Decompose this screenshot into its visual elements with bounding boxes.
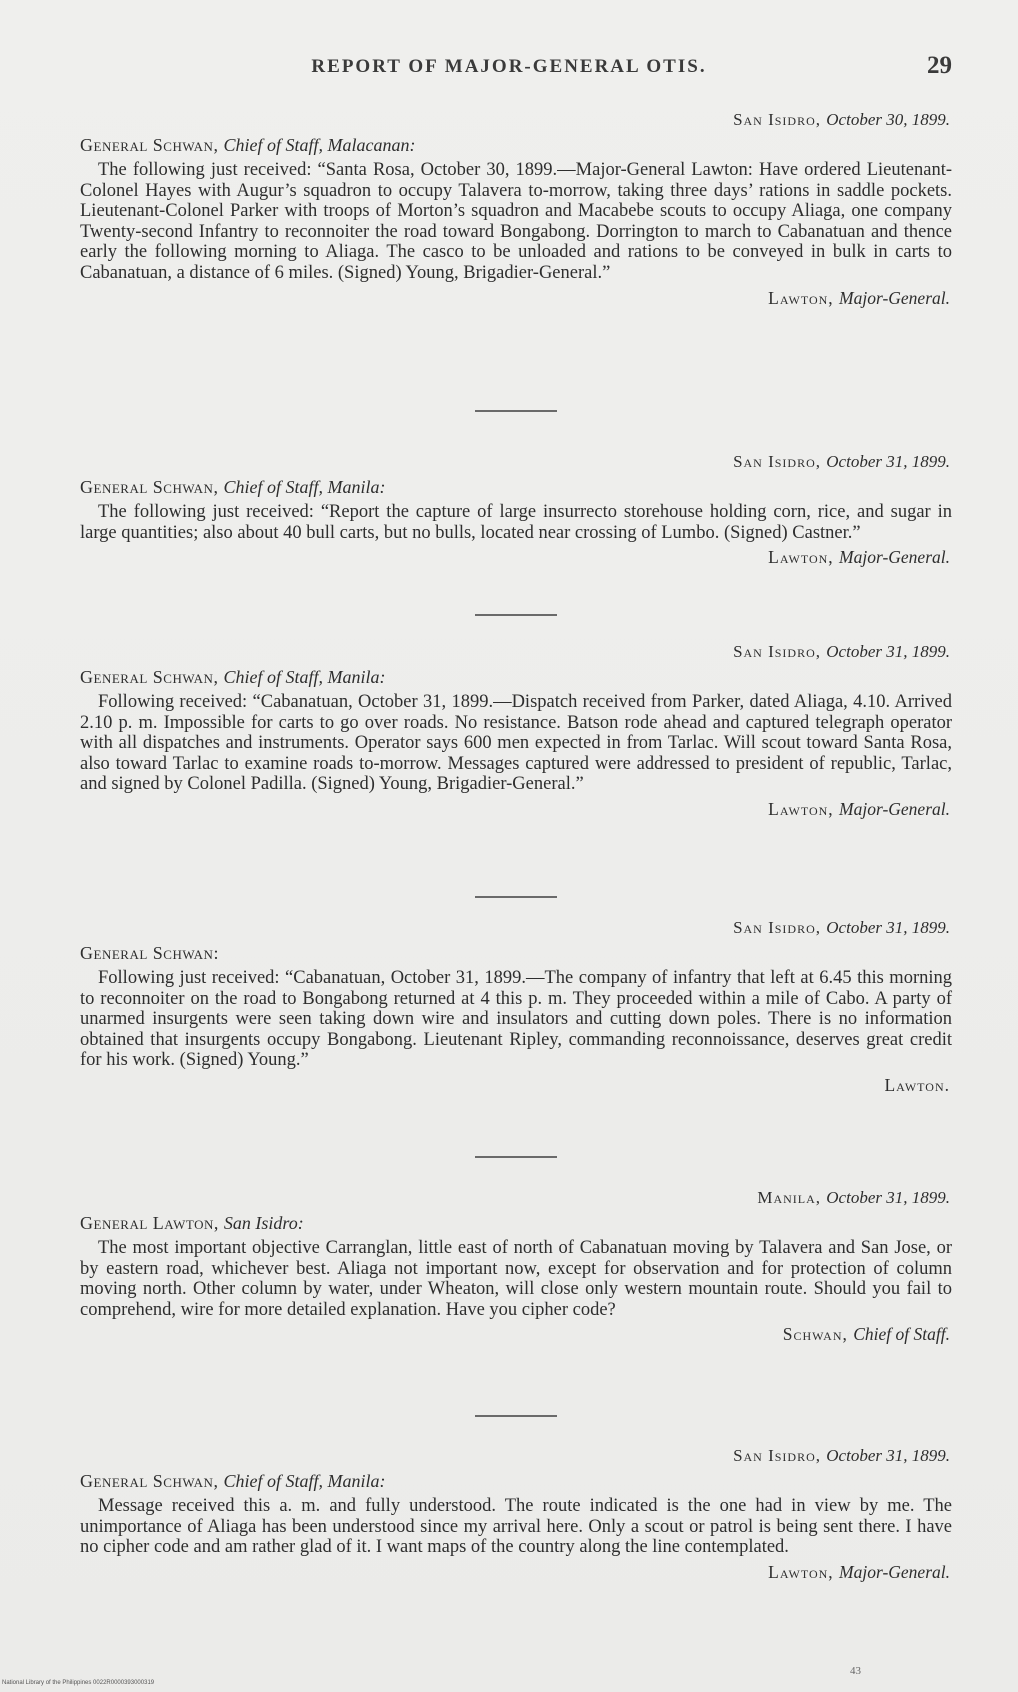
message-body: The following just received: “Santa Rosa, October 30, 1899.—Major-General Lawton: Have ordered Lieutenant-Colonel Hayes with Augur’s squadron to occupy Talavera to-morrow, taking three days’ rations in saddle pockets. Lieutenant-Colonel Parker with troops of Morton’s squadron and Macabebe scouts to occupy Aliaga, one company Twenty-second Infantry to reconnoiter the road toward Bongabong. Dorrington to march to Cabanatuan and thence early the following morning to Aliaga. The casco to be unloaded and rations to be conveyed in bulk in carts to Cabanatuan, a distance of 6 miles. (Signed) Young, Brigadier-General.”: [80, 160, 952, 283]
section-divider: [475, 1415, 557, 1417]
message-body: Message received this a. m. and fully understood. The route indicated is the one had in view by me. The unimportance of Aliaga has been understood since my arrival here. Only a scout or patrol is being sent there. I have no cipher code and am rather glad of it. I want maps of the country along the line contemplated.: [80, 1496, 952, 1558]
telegram-5: [80, 1186, 952, 1345]
dateline-place: San Isidro,: [733, 110, 822, 129]
addressee-name: General Lawton,: [80, 1213, 219, 1233]
signature: [80, 799, 952, 820]
footer-mark: 43: [850, 1665, 861, 1677]
signer-title: Major-General.: [839, 1561, 950, 1582]
addressee: [80, 474, 952, 500]
dateline: [80, 450, 952, 474]
addressee: [80, 940, 952, 966]
signature: [80, 1324, 952, 1345]
running-head: REPORT OF MAJOR-GENERAL OTIS.: [311, 56, 707, 77]
dateline: [80, 108, 952, 132]
signature: [80, 1075, 952, 1096]
addressee-name: General Schwan,: [80, 477, 219, 497]
dateline: [80, 1444, 952, 1468]
addressee-title: Chief of Staff, Manila:: [223, 667, 386, 687]
dateline-date: October 31, 1899.: [826, 1446, 950, 1465]
message-body: Following received: “Cabanatuan, October 31, 1899.—Dispatch received from Parker, dated Aliaga, 4.10. Arrived 2.10 p. m. Impossible for carts to go over roads. No resistance. Batson rode ahead and captured telegraph operator with all dispatches and instruments. Operator says 600 men expected in from Tarlac. Will scout toward Santa Rosa, also toward Tarlac to examine roads to-morrow. Messages captured were addressed to president of republic, Tarlac, and signed by Colonel Padilla. (Signed) Young, Brigadier-General.”: [80, 692, 952, 795]
message-body: The most important objective Carranglan, little east of north of Cabanatuan moving by Talavera and San Jose, or by eastern road, whichever best. Aliaga not important now, except for observation and for protection of column moving north. Other column by water, under Wheaton, will close only western mountain route. Should you fail to comprehend, wire for more detailed explanation. Have you cipher code?: [80, 1238, 952, 1320]
section-divider: [475, 896, 557, 898]
telegram-6: [80, 1444, 952, 1583]
dateline-date: October 31, 1899.: [826, 452, 950, 471]
addressee-name: General Schwan:: [80, 943, 219, 963]
signer-title: Chief of Staff.: [853, 1324, 950, 1345]
signature: [80, 1562, 952, 1583]
dateline-date: October 31, 1899.: [826, 918, 950, 937]
signature: [80, 288, 952, 309]
signer-name: Lawton.: [884, 1074, 950, 1095]
dateline-place: San Isidro,: [733, 642, 822, 661]
dateline-date: October 31, 1899.: [826, 1188, 950, 1207]
addressee-title: Chief of Staff, Malacanan:: [223, 135, 416, 155]
signer-title: Major-General.: [839, 287, 950, 308]
signer-name: Lawton,: [768, 547, 834, 568]
addressee-name: General Schwan,: [80, 667, 219, 687]
addressee: [80, 1468, 952, 1494]
telegram-2: [80, 450, 952, 568]
addressee-title: Chief of Staff, Manila:: [223, 477, 386, 497]
addressee: [80, 1210, 952, 1236]
signer-name: Lawton,: [768, 1561, 834, 1582]
page-number: 29: [927, 52, 952, 79]
signer-name: Schwan,: [782, 1324, 848, 1345]
dateline-date: October 31, 1899.: [826, 642, 950, 661]
message-body: Following just received: “Cabanatuan, October 31, 1899.—The company of infantry that left at 6.45 this morning to reconnoiter on the road to Bongabong returned at 4 this p. m. They proceeded within a mile of Cabo. A party of unarmed insurgents were seen taking down wire and insulators and cutting down poles. There is no information obtained that insurgents occupy Bongabong. Lieutenant Ripley, commanding reconnoissance, deserves great credit for his work. (Signed) Young.”: [80, 968, 952, 1071]
signer-name: Lawton,: [768, 798, 834, 819]
section-divider: [475, 1156, 557, 1158]
section-divider: [475, 614, 557, 616]
message-body: The following just received: “Report the capture of large insurrecto storehouse holding corn, rice, and sugar in large quantities; also about 40 bull carts, but no bulls, located near crossing of Lumbo. (Signed) Castner.”: [80, 502, 952, 543]
telegram-3: [80, 640, 952, 820]
addressee-title: San Isidro:: [223, 1213, 304, 1233]
addressee-name: General Schwan,: [80, 1471, 219, 1491]
addressee-name: General Schwan,: [80, 135, 219, 155]
dateline-place: San Isidro,: [733, 1446, 822, 1465]
addressee: [80, 132, 952, 158]
signer-name: Lawton,: [768, 287, 834, 308]
telegram-1: [80, 108, 952, 309]
signer-title: Major-General.: [839, 798, 950, 819]
addressee-title: Chief of Staff, Manila:: [223, 1471, 386, 1491]
section-divider: [475, 410, 557, 412]
dateline: [80, 1186, 952, 1210]
dateline-place: San Isidro,: [733, 452, 822, 471]
library-credit: National Library of the Philippines 0022R0000393000319: [2, 1680, 155, 1686]
signature: [80, 547, 952, 568]
dateline: [80, 640, 952, 664]
dateline: [80, 916, 952, 940]
page-header: [0, 52, 1018, 84]
dateline-date: October 30, 1899.: [826, 110, 950, 129]
telegram-4: [80, 916, 952, 1096]
addressee: [80, 664, 952, 690]
signer-title: Major-General.: [839, 547, 950, 568]
dateline-place: San Isidro,: [733, 918, 822, 937]
dateline-place: Manila,: [757, 1188, 822, 1207]
